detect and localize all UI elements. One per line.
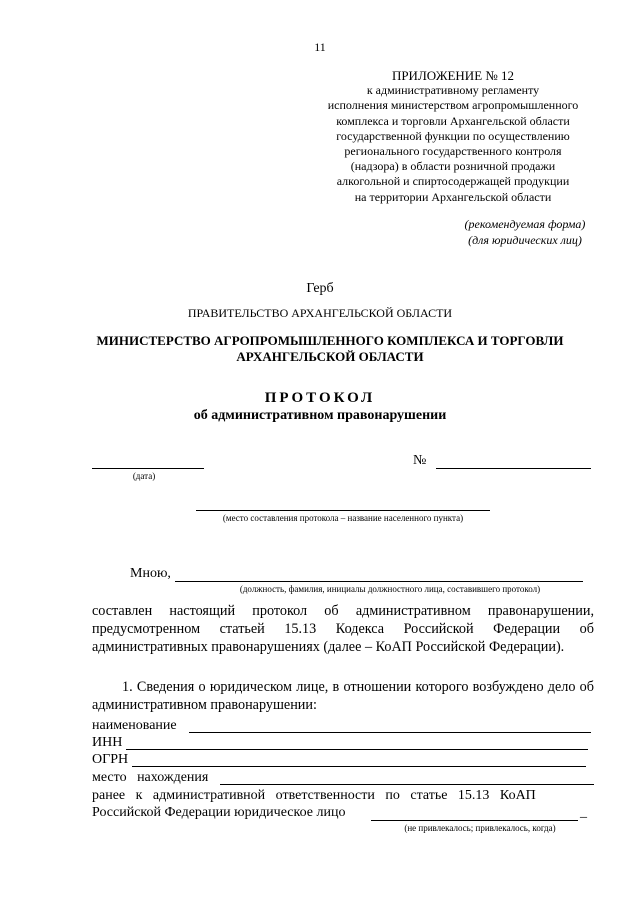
- protocol-subtitle: об административном правонарушении: [193, 408, 447, 423]
- appendix-line: к административному регламенту: [366, 83, 540, 98]
- date-caption: (дата): [132, 471, 156, 481]
- form-note: [440, 216, 610, 248]
- previously-caption: (не привлекалось; привлекалось, когда): [404, 823, 556, 833]
- official-caption: (должность, фамилия, инициалы должностного лица, составившего протокол): [239, 584, 541, 594]
- emblem-placeholder: Герб: [306, 281, 334, 296]
- form-note-recommended: (рекомендуемая форма): [464, 217, 586, 231]
- place-field[interactable]: [196, 510, 490, 511]
- appendix-line: алкогольной и спиртосодержащей продукции: [336, 174, 570, 189]
- government-name: ПРАВИТЕЛЬСТВО АРХАНГЕЛЬСКОЙ ОБЛАСТИ: [187, 306, 453, 320]
- appendix-line: на территории Архангельской области: [354, 189, 552, 204]
- appendix-line: (надзора) в области розничной продажи: [350, 159, 556, 174]
- ministry-name-line1: МИНИСТЕРСТВО АГРОПРОМЫШЛЕННОГО КОМПЛЕКСА И ТОРГОВЛИ: [96, 333, 564, 348]
- appendix-title: ПРИЛОЖЕНИЕ № 12: [391, 68, 515, 83]
- date-field[interactable]: [92, 468, 204, 469]
- inn-field[interactable]: [126, 749, 588, 750]
- name-field[interactable]: [189, 732, 591, 733]
- ministry-name: [80, 333, 580, 365]
- number-label: №: [413, 453, 427, 468]
- previously-field[interactable]: [371, 820, 578, 821]
- page-number: 11: [314, 40, 326, 54]
- ministry-name-line2: АРХАНГЕЛЬСКОЙ ОБЛАСТИ: [236, 349, 424, 364]
- appendix-line: комплекса и торговли Архангельской области: [336, 113, 570, 128]
- number-field[interactable]: [436, 468, 591, 469]
- by-me-label: Мною,: [130, 566, 171, 581]
- previously-line1: ранее к административной ответственности по статье 15.13 КоАП: [92, 788, 536, 803]
- intro-paragraph: составлен настоящий протокол об административном правонарушении, предусмотренном статьей 15.13 Кодекса Российской Федерации об административных правонарушениях (далее – КоАП Российской Федерации).: [92, 603, 594, 655]
- ogrn-field[interactable]: [132, 766, 586, 767]
- inn-label: ИНН: [92, 735, 123, 750]
- ogrn-label: ОГРН: [92, 752, 129, 767]
- location-field[interactable]: [220, 784, 594, 785]
- official-field[interactable]: [175, 581, 583, 582]
- protocol-title: ПРОТОКОЛ: [264, 390, 376, 406]
- previously-line2: Российской Федерации юридическое лицо: [92, 805, 346, 820]
- previously-tail: _: [580, 805, 587, 820]
- form-note-legal-entities: (для юридических лиц): [468, 233, 582, 247]
- appendix-line: исполнения министерством агропромышленного: [327, 98, 579, 113]
- appendix-line: регионального государственного контроля: [344, 144, 562, 159]
- appendix-block: [300, 68, 606, 205]
- place-caption: (место составления протокола – название населенного пункта): [222, 513, 464, 523]
- name-label: наименование: [92, 718, 177, 733]
- location-label: место нахождения: [92, 770, 209, 785]
- appendix-line: государственной функции по осуществлению: [336, 128, 570, 143]
- section-1-heading: 1. Сведения о юридическом лице, в отношении которого возбуждено дело об административном правонарушении:: [92, 679, 594, 713]
